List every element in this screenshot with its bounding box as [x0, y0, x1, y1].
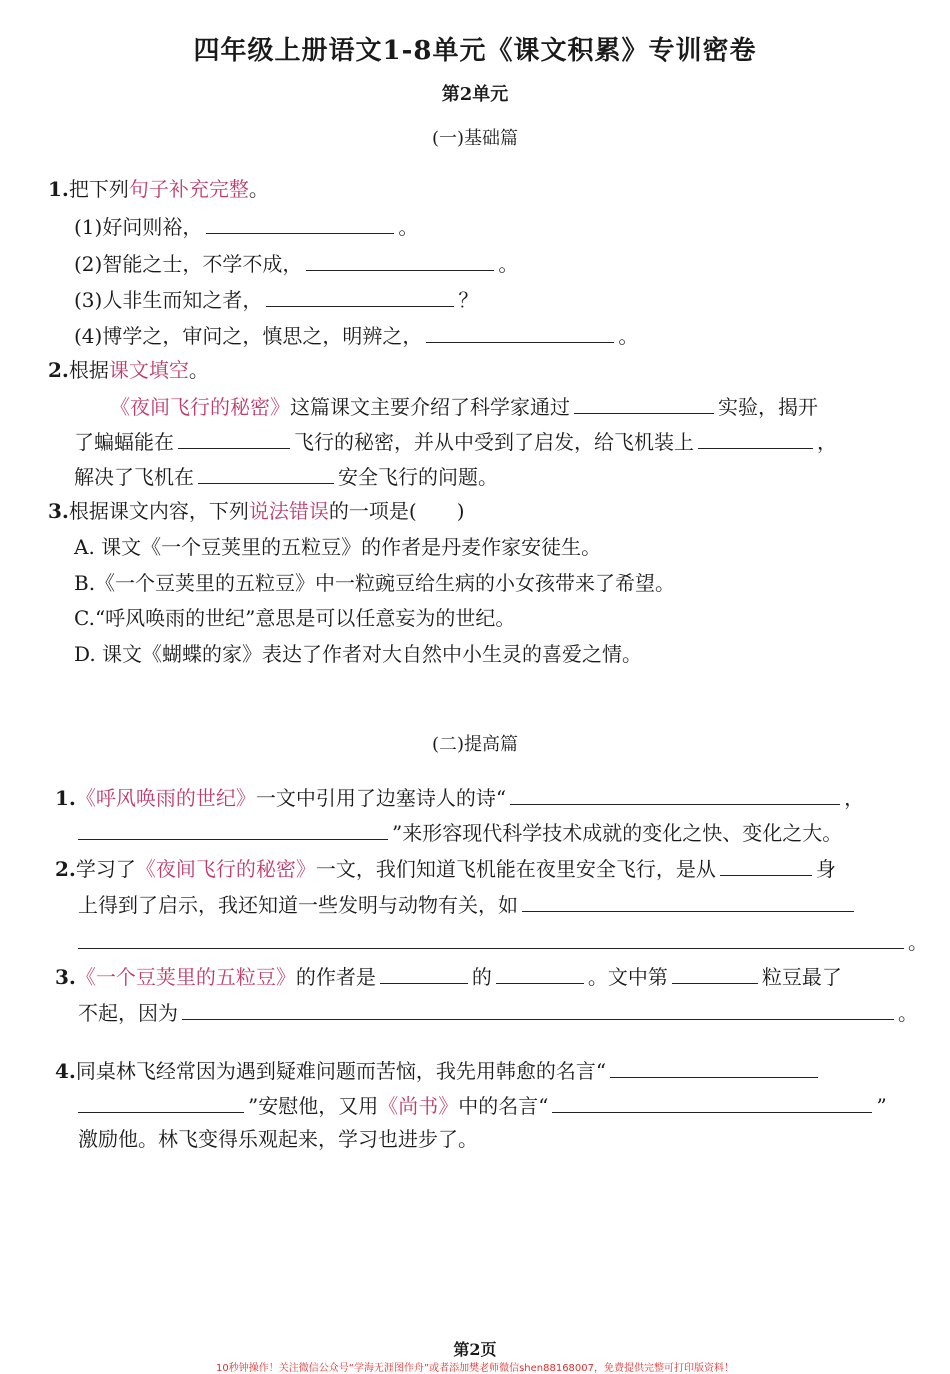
- s2-q1-number: 1.: [55, 786, 76, 810]
- s2-q3-number: 3.: [55, 965, 76, 989]
- s2-q2-number: 2.: [55, 857, 76, 881]
- s2-q4-line-2: [78, 1090, 887, 1120]
- s1-q1-item-1: [74, 211, 418, 241]
- answer-blank[interactable]: [266, 284, 454, 307]
- s1-q1-item-4: [74, 320, 638, 350]
- s2-q4-l2-a: ”安慰他，又用: [248, 1094, 379, 1118]
- page-number: 第2页: [453, 1340, 497, 1359]
- answer-blank[interactable]: [522, 889, 854, 912]
- s1-q2-lesson-title: 《夜间飞行的秘密》: [110, 395, 290, 419]
- s2-q1-l1-b: ，: [844, 786, 865, 810]
- answer-blank[interactable]: [78, 817, 388, 840]
- s2-q3-l2-end: 。: [898, 1001, 918, 1025]
- s2-q4-line-3: 激励他。林飞变得乐观起来，学习也进步了。: [78, 1127, 478, 1151]
- s1-q3-stem: [48, 497, 465, 525]
- s2-q2-l3-end: 。: [908, 930, 928, 954]
- s1-q2-stem: [48, 356, 209, 384]
- s1-q2-prefix: 根据: [68, 358, 109, 382]
- s2-q4-line-1: [55, 1055, 822, 1085]
- s1-q1-item-2-end: 。: [498, 252, 519, 276]
- s1-q1-prefix: 把下列: [68, 177, 129, 201]
- s1-q2-l2-c: ，: [817, 430, 837, 454]
- s2-q2-line-1: [55, 853, 836, 883]
- s1-q1-stem: [48, 175, 269, 203]
- s2-q4-l1-a: 同桌林飞经常因为遇到疑难问题而苦恼，我先用韩愈的名言“: [75, 1059, 607, 1083]
- s2-q2-l1-b: 身: [815, 857, 836, 881]
- s1-q1-item-4-text: (4)博学之，审问之，慎思之，明辨之，: [74, 324, 423, 348]
- s2-q3-l2-a: 不起，因为: [78, 1001, 178, 1025]
- s2-q1-line-2: [78, 817, 842, 847]
- s1-q2-l1-a: 这篇课文主要介绍了科学家通过: [290, 395, 570, 419]
- promo-note: 10秒钟操作！关注微信公众号“学海无涯图作舟”或者添加樊老师微信shen88168007，免费提供完整可打印版资料！: [215, 1363, 735, 1374]
- s1-q2-l3-b: 安全飞行的问题。: [338, 465, 498, 489]
- s2-q3-l1-d: 粒豆最了: [761, 965, 842, 989]
- s2-q4-number: 4.: [55, 1059, 76, 1083]
- section-advanced-label: (二)提高篇: [431, 734, 519, 755]
- s2-q2-l1-a: 一文，我们知道飞机能在夜里安全飞行，是从: [315, 857, 716, 881]
- answer-blank[interactable]: [496, 961, 584, 984]
- answer-blank[interactable]: [552, 1090, 872, 1113]
- s2-q2-line-2: [78, 889, 858, 919]
- s1-q2-line-1: [110, 391, 818, 421]
- s2-q2-l2-a: 上得到了启示，我还知道一些发明与动物有关，如: [78, 893, 518, 917]
- s1-q3-highlight: 说法错误: [248, 499, 329, 523]
- answer-blank[interactable]: [698, 426, 813, 449]
- s1-q1-item-2-text: (2)智能之士，不学不成，: [74, 252, 303, 276]
- s2-q3-l1-a: 的作者是: [295, 965, 376, 989]
- s1-q2-l2-a: 了蝙蝠能在: [74, 430, 174, 454]
- answer-blank[interactable]: [198, 461, 334, 484]
- s1-q2-suffix: 。: [188, 358, 209, 382]
- s1-q1-item-1-text: (1)好问则裕，: [74, 215, 203, 239]
- answer-blank[interactable]: [306, 248, 494, 271]
- answer-blank[interactable]: [720, 853, 812, 876]
- s1-q2-number: 2.: [48, 358, 69, 382]
- s1-q3-suffix: 的一项是( ): [328, 499, 465, 523]
- s1-q1-highlight: 句子补充完整: [128, 177, 249, 201]
- s1-q3-option-b[interactable]: B.《一个豆荚里的五粒豆》中一粒豌豆给生病的小女孩带来了希望。: [74, 571, 676, 595]
- s2-q2-lesson-title: 《夜间飞行的秘密》: [135, 857, 316, 881]
- s1-q2-highlight: 课文填空: [108, 358, 189, 382]
- s2-q4-book-title: 《尚书》: [378, 1094, 459, 1118]
- s2-q1-line-1: [55, 782, 864, 812]
- s2-q3-l1-b: 的: [471, 965, 492, 989]
- s2-q1-lesson-title: 《呼风唤雨的世纪》: [75, 786, 256, 810]
- s1-q1-item-3-end: ？: [458, 288, 479, 312]
- answer-blank[interactable]: [78, 1090, 244, 1113]
- s1-q1-item-3: [74, 284, 478, 314]
- answer-blank[interactable]: [178, 426, 290, 449]
- answer-blank[interactable]: [78, 926, 904, 949]
- s2-q1-l1-a: 一文中引用了边塞诗人的诗“: [255, 786, 507, 810]
- page-title: 四年级上册语文1-8单元《课文积累》专训密卷: [193, 36, 757, 66]
- answer-blank[interactable]: [510, 782, 840, 805]
- unit-label: 第2单元: [441, 84, 509, 105]
- s2-q4-l2-b: 中的名言“: [458, 1094, 549, 1118]
- s1-q3-prefix: 根据课文内容，下列: [68, 499, 249, 523]
- s2-q4-l2-c: ”: [876, 1094, 887, 1118]
- answer-blank[interactable]: [182, 997, 894, 1020]
- s2-q3-l1-c: 。文中第: [587, 965, 668, 989]
- answer-blank[interactable]: [610, 1055, 818, 1078]
- s1-q1-item-1-end: 。: [398, 215, 419, 239]
- s2-q3-line-1: [55, 961, 842, 991]
- s2-q1-l2-a: ”来形容现代科学技术成就的变化之快、变化之大。: [392, 821, 843, 845]
- s2-q3-line-2: [78, 997, 918, 1027]
- answer-blank[interactable]: [380, 961, 468, 984]
- s2-q2-prefix: 学习了: [75, 857, 136, 881]
- s1-q1-number: 1.: [48, 177, 69, 201]
- answer-blank[interactable]: [206, 211, 394, 234]
- s1-q2-line-2: [74, 426, 837, 456]
- s1-q1-item-2: [74, 248, 518, 278]
- s1-q3-number: 3.: [48, 499, 69, 523]
- answer-blank[interactable]: [574, 391, 714, 414]
- s2-q2-line-3: [78, 926, 928, 956]
- answer-blank[interactable]: [672, 961, 758, 984]
- s1-q2-l3-a: 解决了飞机在: [74, 465, 194, 489]
- s1-q3-option-a[interactable]: A. 课文《一个豆荚里的五粒豆》的作者是丹麦作家安徒生。: [74, 535, 602, 559]
- s1-q3-option-d[interactable]: D. 课文《蝴蝶的家》表达了作者对大自然中小生灵的喜爱之情。: [74, 642, 643, 666]
- section-basic-label: (一)基础篇: [431, 128, 519, 149]
- s1-q3-option-c[interactable]: C.“呼风唤雨的世纪”意思是可以任意妄为的世纪。: [74, 606, 516, 630]
- s1-q2-line-3: [74, 461, 498, 491]
- s1-q2-l1-b: 实验，揭开: [718, 395, 818, 419]
- s1-q1-suffix: 。: [248, 177, 269, 201]
- s1-q1-item-3-text: (3)人非生而知之者，: [74, 288, 263, 312]
- s2-q3-lesson-title: 《一个豆荚里的五粒豆》: [75, 965, 296, 989]
- answer-blank[interactable]: [426, 320, 614, 343]
- s1-q2-l2-b: 飞行的秘密，并从中受到了启发，给飞机装上: [294, 430, 694, 454]
- s1-q1-item-4-end: 。: [618, 324, 639, 348]
